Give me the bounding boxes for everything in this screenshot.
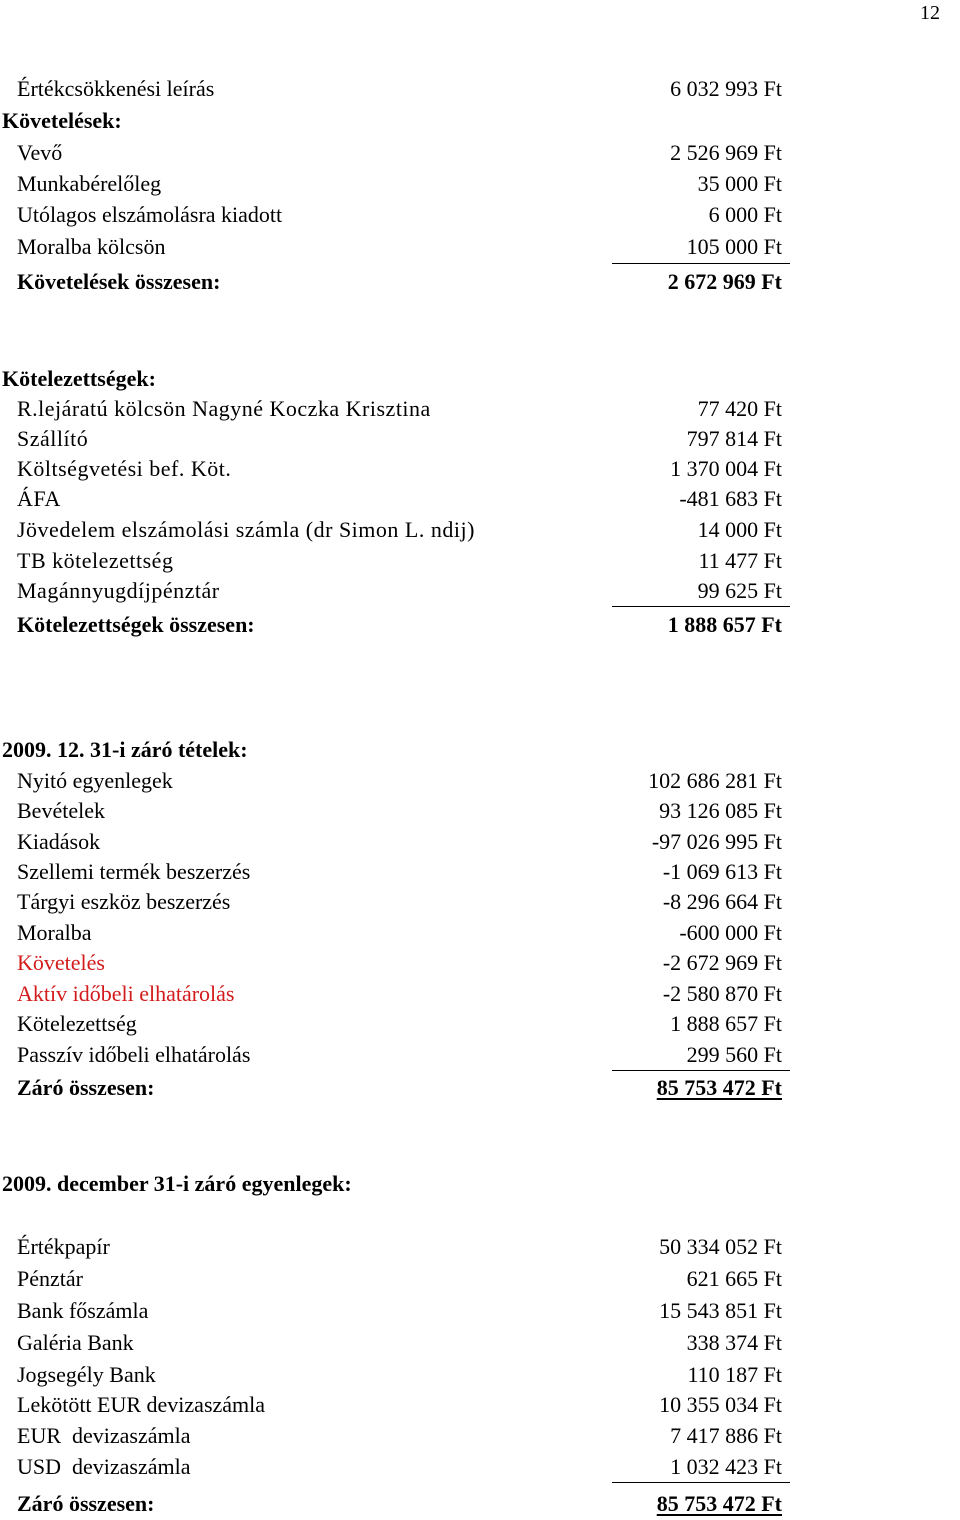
table-row	[0, 515, 960, 545]
row-value: 14 000 Ft	[697, 517, 782, 542]
table-row	[0, 918, 960, 948]
table-row	[0, 74, 960, 104]
row-label: Moralba	[17, 920, 92, 945]
table-row	[0, 546, 960, 576]
table-row	[0, 424, 960, 454]
table-row	[0, 484, 960, 514]
row-label: ÁFA	[17, 486, 61, 511]
row-value: 93 126 085 Ft	[659, 798, 782, 823]
row-label: Kiadások	[17, 829, 101, 854]
row-value: 10 355 034 Ft	[659, 1392, 782, 1417]
table-row	[0, 1009, 960, 1039]
row-value: -2 580 870 Ft	[662, 981, 782, 1006]
row-label: TB kötelezettség	[17, 548, 174, 573]
row-value: 77 420 Ft	[697, 396, 782, 421]
row-value: 99 625 Ft	[697, 578, 782, 603]
row-value: 1 032 423 Ft	[670, 1454, 782, 1479]
row-label: Tárgyi eszköz beszerzés	[17, 889, 231, 914]
row-label: Moralba kölcsön	[17, 234, 166, 259]
total-label: Záró összesen:	[17, 1491, 155, 1516]
section-heading-closing-items	[0, 735, 960, 765]
row-value: 110 187 Ft	[687, 1362, 782, 1387]
section-heading-closing-balances	[0, 1169, 960, 1199]
total-label: Kötelezettségek összesen:	[17, 612, 255, 637]
row-label: Lekötött EUR devizaszámla	[17, 1392, 266, 1417]
table-row	[0, 1040, 960, 1070]
table-row	[0, 766, 960, 796]
row-label: Magánnyugdíjpénztár	[17, 578, 220, 603]
subtotal-rule	[612, 1482, 790, 1483]
row-label: Szállító	[17, 426, 89, 451]
row-value: 6 000 Ft	[708, 202, 782, 227]
section-heading: 2009. 12. 31-i záró tételek:	[2, 737, 248, 762]
row-label: Vevő	[17, 140, 63, 165]
table-row	[0, 887, 960, 917]
total-value: 85 753 472 Ft	[656, 1075, 782, 1100]
row-value: -97 026 995 Ft	[651, 829, 782, 854]
row-value: -481 683 Ft	[679, 486, 782, 511]
row-value: 1 888 657 Ft	[670, 1011, 782, 1036]
table-row	[0, 1390, 960, 1420]
row-label: Értékcsökkenési leírás	[17, 76, 215, 101]
row-label: Jövedelem elszámolási számla (dr Simon L. ndij)	[17, 517, 475, 542]
table-row	[0, 169, 960, 199]
total-row	[0, 1073, 960, 1103]
row-label: Munkabérelőleg	[17, 171, 162, 196]
row-label: Értékpapír	[17, 1234, 110, 1259]
row-label: R.lejáratú kölcsön Nagyné Koczka Krisztina	[17, 396, 431, 421]
row-label: Pénztár	[17, 1266, 83, 1291]
row-value: 621 665 Ft	[686, 1266, 782, 1291]
row-label-highlighted: Követelés	[17, 950, 105, 975]
row-value: 11 477 Ft	[698, 548, 782, 573]
row-label: EUR devizaszámla	[17, 1423, 191, 1448]
row-value: -600 000 Ft	[679, 920, 782, 945]
table-row	[0, 948, 960, 978]
row-label: USD devizaszámla	[17, 1454, 191, 1479]
row-label: Passzív időbeli elhatárolás	[17, 1042, 251, 1067]
row-label: Bevételek	[17, 798, 105, 823]
row-value: 299 560 Ft	[686, 1042, 782, 1067]
table-row	[0, 827, 960, 857]
table-row	[0, 200, 960, 230]
total-row	[0, 610, 960, 640]
page-number: 12	[920, 2, 940, 24]
row-label-highlighted: Aktív időbeli elhatárolás	[17, 981, 235, 1006]
section-heading: Kötelezettségek:	[2, 366, 156, 391]
row-value: 2 526 969 Ft	[670, 140, 782, 165]
table-row	[0, 1328, 960, 1358]
section-heading-receivables	[0, 106, 960, 136]
table-row	[0, 796, 960, 826]
table-row	[0, 857, 960, 887]
table-row	[0, 1296, 960, 1326]
subtotal-rule	[612, 1070, 790, 1071]
table-row	[0, 138, 960, 168]
row-value: 35 000 Ft	[697, 171, 782, 196]
table-row	[0, 454, 960, 484]
row-value: 50 334 052 Ft	[659, 1234, 782, 1259]
table-row	[0, 232, 960, 262]
row-value: 102 686 281 Ft	[648, 768, 782, 793]
row-value: 105 000 Ft	[686, 234, 782, 259]
row-label: Nyitó egyenlegek	[17, 768, 173, 793]
row-value: 797 814 Ft	[686, 426, 782, 451]
subtotal-rule	[612, 606, 790, 607]
total-value: 2 672 969 Ft	[667, 269, 782, 294]
row-value: 1 370 004 Ft	[670, 456, 782, 481]
section-heading: Követelések:	[2, 108, 122, 133]
row-label: Költségvetési bef. Köt.	[17, 456, 232, 481]
total-row	[0, 267, 960, 297]
section-heading: 2009. december 31-i záró egyenlegek:	[2, 1171, 352, 1196]
table-row	[0, 576, 960, 606]
table-row	[0, 979, 960, 1009]
total-value: 85 753 472 Ft	[656, 1491, 782, 1516]
row-label: Jogsegély Bank	[17, 1362, 156, 1387]
row-label: Utólagos elszámolásra kiadott	[17, 202, 283, 227]
row-label: Galéria Bank	[17, 1330, 134, 1355]
total-row	[0, 1489, 960, 1519]
row-value: -1 069 613 Ft	[662, 859, 782, 884]
table-row	[0, 1360, 960, 1390]
row-value: 6 032 993 Ft	[670, 76, 782, 101]
table-row	[0, 1264, 960, 1294]
row-value: 7 417 886 Ft	[670, 1423, 782, 1448]
table-row	[0, 1232, 960, 1262]
table-row	[0, 394, 960, 424]
row-value: 15 543 851 Ft	[659, 1298, 782, 1323]
total-label: Záró összesen:	[17, 1075, 155, 1100]
row-label: Bank főszámla	[17, 1298, 149, 1323]
section-heading-liabilities	[0, 364, 960, 394]
row-label: Szellemi termék beszerzés	[17, 859, 251, 884]
row-value: -2 672 969 Ft	[662, 950, 782, 975]
row-value: 338 374 Ft	[686, 1330, 782, 1355]
row-value: -8 296 664 Ft	[662, 889, 782, 914]
table-row	[0, 1421, 960, 1451]
table-row	[0, 1452, 960, 1482]
row-label: Kötelezettség	[17, 1011, 137, 1036]
total-value: 1 888 657 Ft	[667, 612, 782, 637]
total-label: Követelések összesen:	[17, 269, 221, 294]
subtotal-rule	[612, 263, 790, 264]
